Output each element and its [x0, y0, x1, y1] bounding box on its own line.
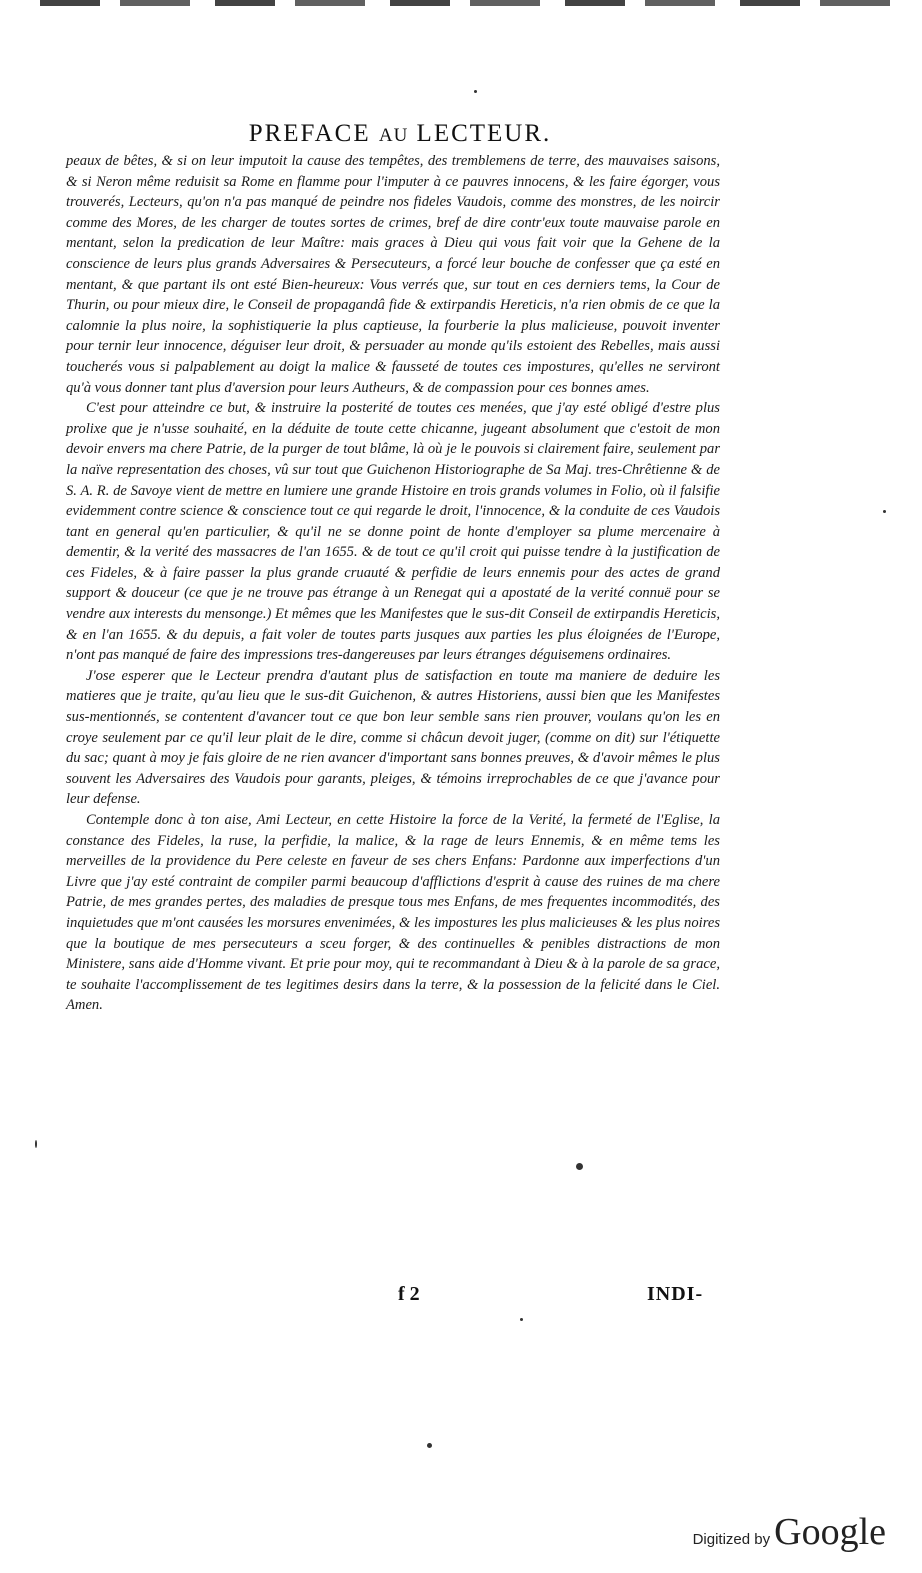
preface-body — [66, 151, 720, 1016]
paragraph-4: Contemple donc à ton aise, Ami Lecteur, en cette Histoire la force de la Verité, la fermeté de l'Eglise, la constance des Fideles, la ruse, la perfidie, la malice, & la rage de leurs Ennemis, & en même tems les merveilles de la providence du Pere celeste en faveur de ses chers Enfans: Pardonne aux imperfections d'un Livre que j'ay esté contraint de compiler parmi beaucoup d'afflictions d'esprit à cause des ruines de ma chere Patrie, de mes grandes pertes, des maladies de presque tous mes Enfans, de mes frequentes incommodités, des inquietudes que m'ont causées les morsures envenimées, & les impostures les plus malicieuses & les plus noires que la boutique de mes persecuteurs a sceu forger, & des continuelles & penibles distractions de mon Ministere, sans aide d'Homme vivant. Et prie pour moy, qui te recommandant à Dieu & à la parole de sa grace, te souhaite l'accomplissement de tes legitimes desirs dans la terre, & la possession de la felicité dans le Ciel. Amen. — [66, 812, 720, 1014]
ink-speck — [427, 1443, 432, 1448]
ink-speck — [35, 1140, 37, 1148]
header-word-preface: PREFACE — [248, 120, 371, 147]
watermark-prefix: Digitized by — [692, 1531, 771, 1548]
paragraph-1: peaux de bêtes, & si on leur imputoit la cause des tempêtes, des tremblemens de terre, des mauvaises saisons, & si Neron même reduisit sa Rome en flamme pour l'imputer à ce pauvres innocens, & les faire égorger, vous trouverés, Lecteurs, qu'on n'a pas manqué de peindre nos fideles Vaudois, comme des monstres, de les noircir comme des Mores, de les charger de toutes sortes de crimes, bref de dire contr'eux toute mauvaise parole en mentant, selon la predication de leur Maître: mais graces à Dieu qui vous fait voir que la Gehene de la conscience de leurs plus grands Adversaires & Persecuteurs, a forcé leur bouche de confesser que ça esté en mentant, & que partant ils ont esté Bien-heureux: Vous verrés que, sur tout en ces derniers tems, la Cour de Thurin, ou pour mieux dire, le Conseil de propagandâ fide & extirpandis Hereticis, n'a rien obmis de ce que la calomnie la plus noire, la sophistiquerie la plus captieuse, la fourberie la plus malicieuse, pouvoit inventer pour ternir leur innocence, déguiser leur droit, & persuader au monde qu'ils estoient des Rebelles, mais aussi toucherés vous si palpablement au doigt la malice & fausseté de toutes ces impostures, qu'elles ne serviront qu'à vous donner tant plus d'aversion pour leurs Autheurs, & de compassion pour ces bonnes ames. — [66, 153, 720, 396]
header-word-lecteur: LECTEUR. — [416, 120, 552, 147]
catchword: INDI- — [647, 1283, 704, 1305]
ink-speck — [576, 1163, 583, 1170]
ink-speck — [474, 90, 477, 93]
ink-speck — [520, 1318, 523, 1321]
google-logo: Google — [774, 1511, 886, 1553]
ink-speck — [883, 510, 886, 513]
signature-mark: f 2 — [398, 1283, 420, 1305]
running-header — [0, 120, 800, 148]
header-word-au: AU — [378, 125, 409, 146]
paragraph-2: C'est pour atteindre ce but, & instruire la posterité de toutes ces menées, que j'ay esté obligé d'estre plus prolixe que je n'usse souhaité, en la déduite de toute cette chicanne, jugeant absolument que c'estoit de mon devoir envers ma chere Patrie, de la purger de tout blâme, là où je le pouvois si clairement faire, seulement par la naïve representation des choses, vû sur tout que Guichenon Historiographe de Sa Maj. tres-Chrêtienne & de S. A. R. de Savoye vient de mettre en lumiere une grande Histoire en trois grands volumes in Folio, où il falsifie evidemment contre science & conscience tout ce qui regarde le droit, l'innocence, & la conduite de ces Vaudois tant en general qu'en particulier, & qu'il ne se donne point de honte d'employer sa plume mercenaire à dementir, & la verité des massacres de l'an 1655. & de tout ce qu'il croit qui puisse tendre à la justification de ces Fideles, & à faire passer la plus grande cruauté & perfidie de leurs ennemis pour des actes de grand support & douceur (ce que je ne trouve pas étrange à un Renegat qui a apostaté de la verité connuë pour se vendre aux interests du mensonge.) Et mêmes que les Manifestes que le sus-dit Conseil de extirpandis Hereticis, & en l'an 1655. & du depuis, a fait voler de toutes parts jusques aux parties les plus éloignées de l'Europe, n'ont pas manqué de faire des impressions tres-dangereuses par leurs étranges déguisemens ordinaires. — [66, 400, 720, 664]
digitization-watermark — [693, 1510, 886, 1554]
page-top-edge — [40, 0, 890, 6]
paragraph-3: J'ose esperer que le Lecteur prendra d'autant plus de satisfaction en toute ma maniere de deduire les matieres que je traite, qu'au lieu que le sus-dit Guichenon, & autres Historiens, aussi bien que les Manifestes sus-mentionnés, se contentent d'avancer tout ce que bon leur semble sans rien prouver, voulans qu'on les en croye seulement par ce qu'il leur plait de le dire, comme si châcun devoit juger, (comme on dit) sur l'étiquette du sac; quant à moy je fais gloire de ne rien avancer d'important sans bonnes preuves, & d'avoir mêmes le plus souvent les Adversaires des Vaudois pour garants, pleiges, & témoins irreprochables de ce que j'avance pour leur defense. — [66, 667, 720, 808]
